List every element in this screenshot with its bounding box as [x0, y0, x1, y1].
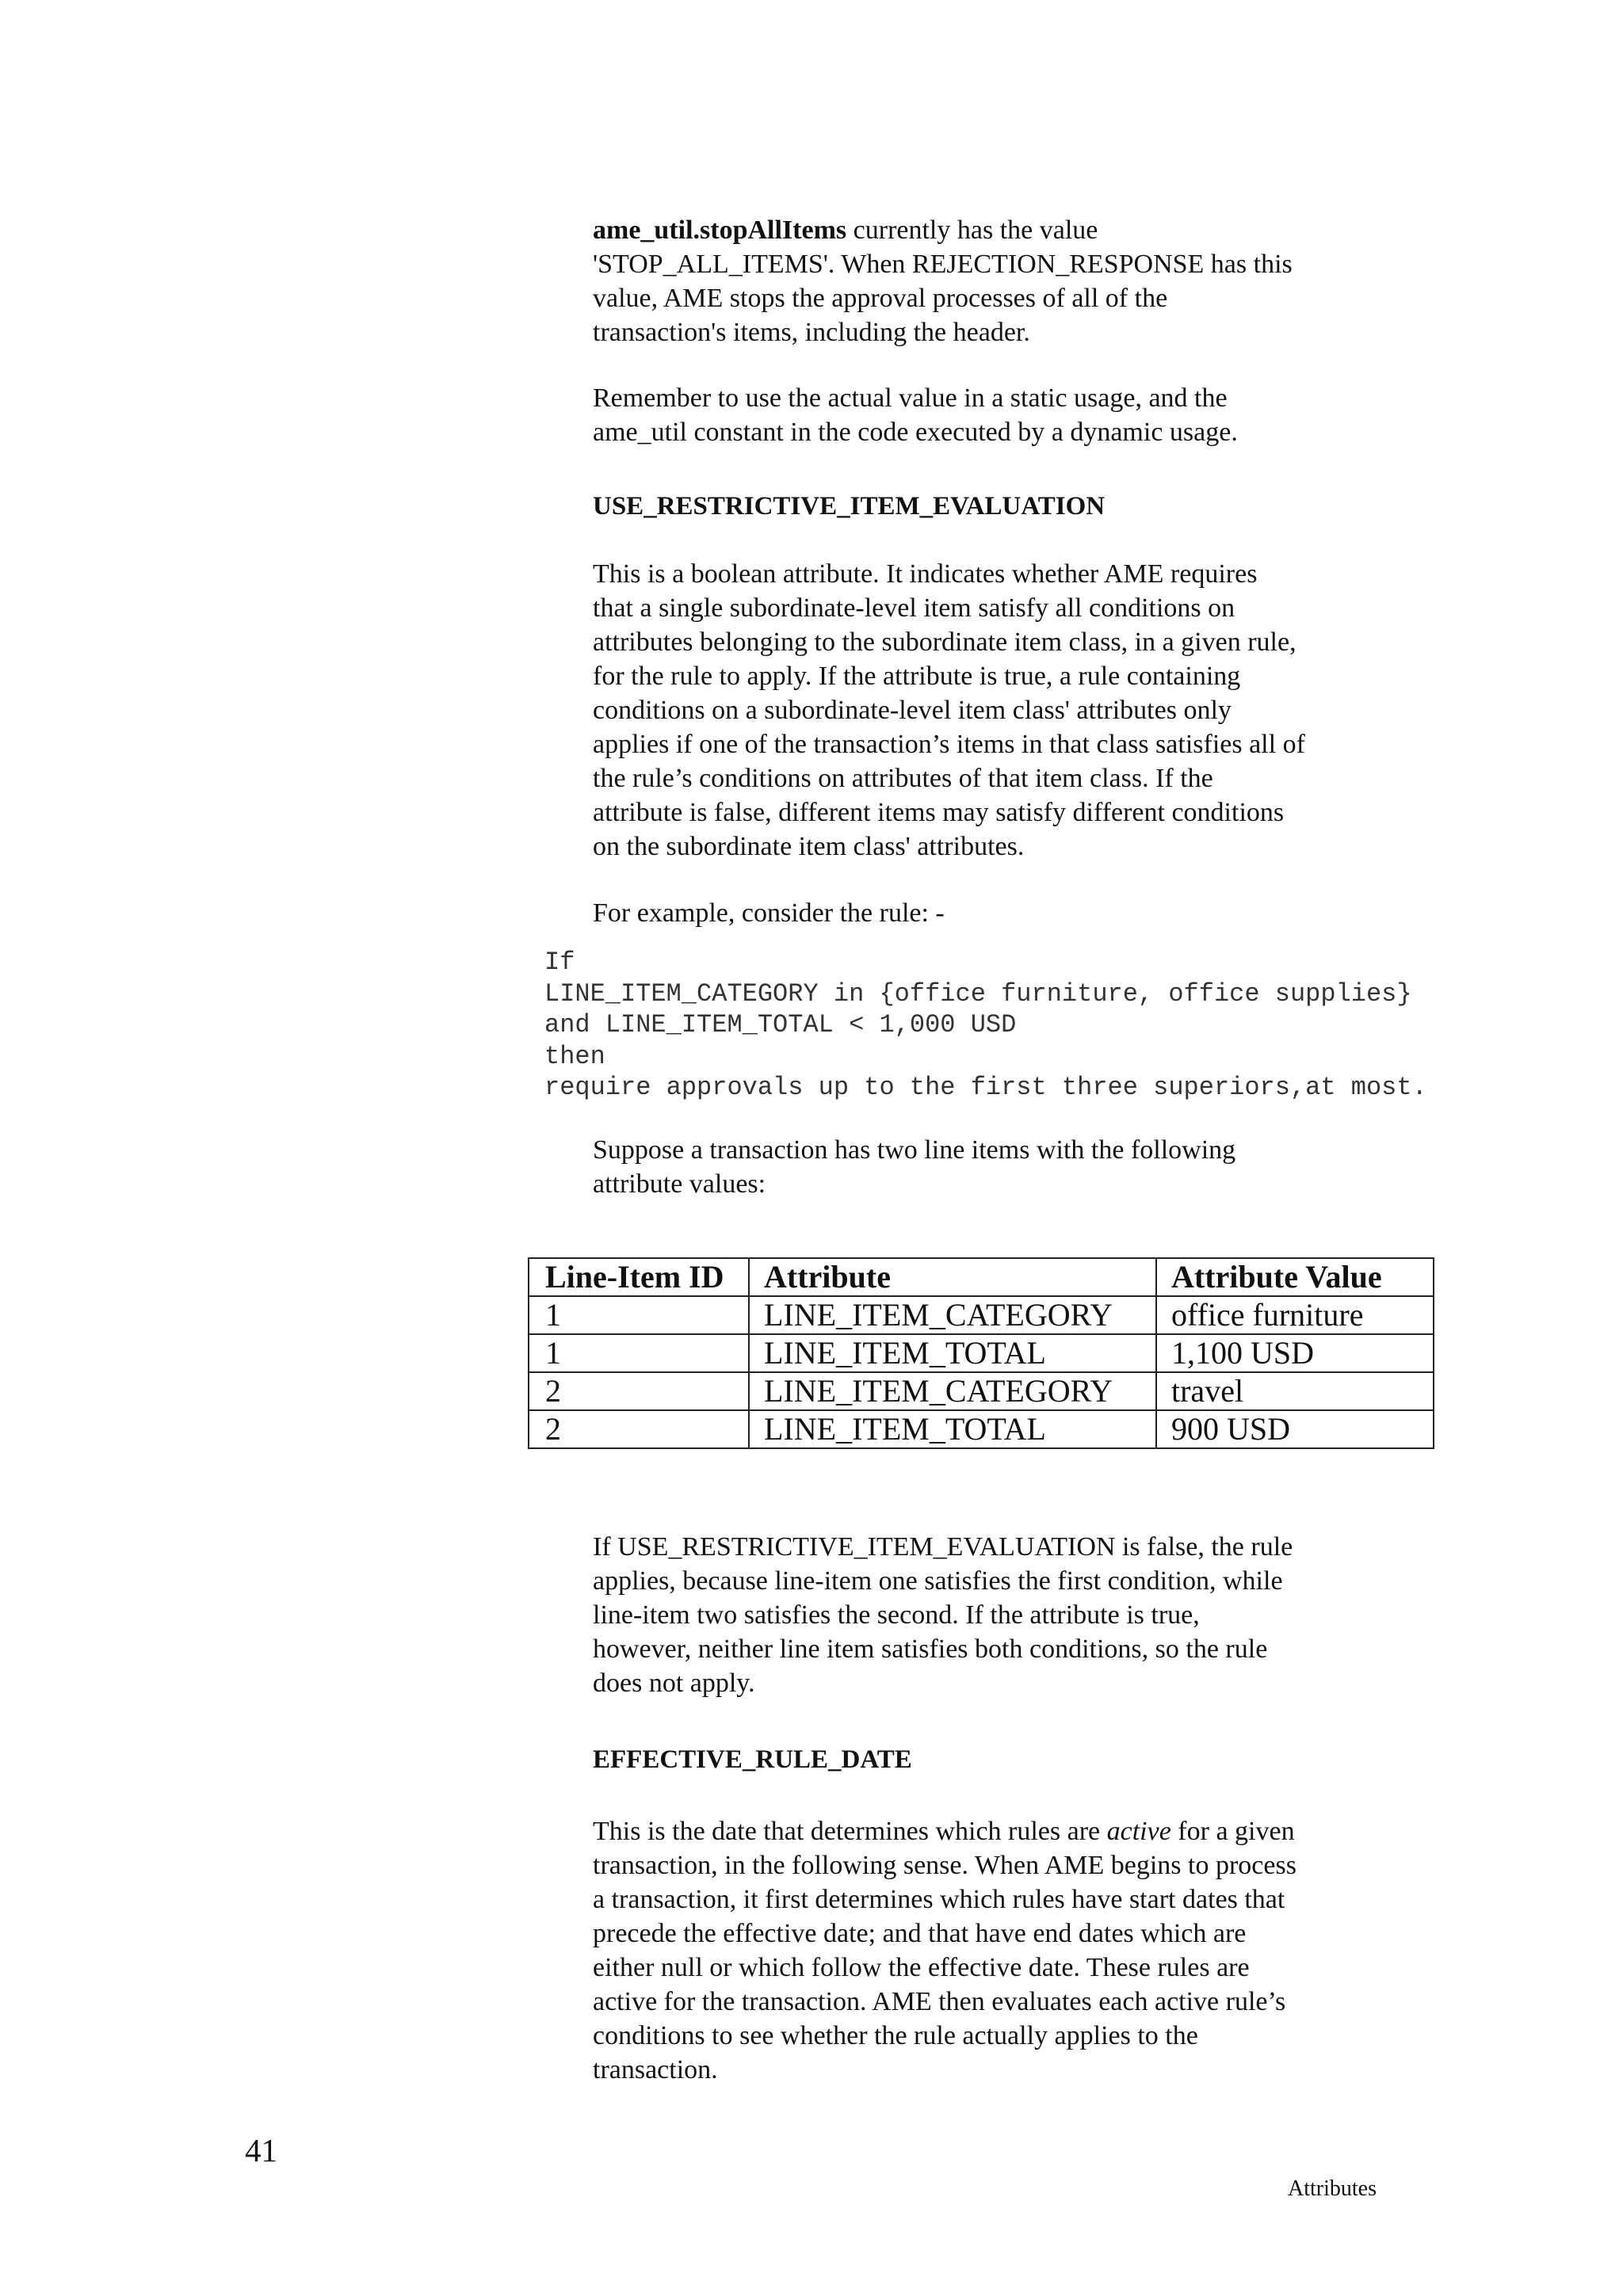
table-cell: 2	[529, 1372, 749, 1410]
table-cell: travel	[1156, 1372, 1434, 1410]
paragraph-example-intro: For example, consider the rule: -	[593, 898, 945, 928]
table-cell: LINE_ITEM_CATEGORY	[749, 1372, 1156, 1410]
paragraph-static-usage-note: Remember to use the actual value in a static usage, and the ame_util constant in the code executed by a dynamic usage.	[593, 383, 1238, 447]
term-stop-all-items: ame_util.stopAllItems	[593, 215, 847, 245]
table-row	[529, 1296, 1434, 1334]
paragraph-stop-all-items	[593, 213, 1401, 349]
code-example-rule: If LINE_ITEM_CATEGORY in {office furniture, office supplies} and LINE_ITEM_TOTAL < 1,000 USD then require approvals up to the first three superiors,at most.	[544, 948, 1427, 1102]
emphasis-active: active	[1106, 1817, 1171, 1846]
paragraph-restrictive-evaluation-result: If USE_RESTRICTIVE_ITEM_EVALUATION is false, the rule applies, because line-item one satisfies the first condition, while line-item two satisfies the second. If the attribute is true, however, neither line item satisfies both conditions, so the rule does not apply.	[593, 1532, 1293, 1698]
table-row	[529, 1372, 1434, 1410]
table-cell: 900 USD	[1156, 1410, 1434, 1448]
table-cell: LINE_ITEM_TOTAL	[749, 1410, 1156, 1448]
table-cell: LINE_ITEM_CATEGORY	[749, 1296, 1156, 1334]
table-cell: 1	[529, 1296, 749, 1334]
table-cell: 1,100 USD	[1156, 1334, 1434, 1372]
heading-effective-rule-date: EFFECTIVE_RULE_DATE	[593, 1745, 912, 1774]
footer-section-title: Attributes	[1288, 2176, 1377, 2201]
heading-use-restrictive-item-evaluation: USE_RESTRICTIVE_ITEM_EVALUATION	[593, 492, 1106, 521]
table-cell: LINE_ITEM_TOTAL	[749, 1334, 1156, 1372]
table-cell: 1	[529, 1334, 749, 1372]
column-header: Line-Item ID	[529, 1258, 749, 1296]
page-number: 41	[245, 2132, 277, 2168]
table-row	[529, 1410, 1434, 1448]
paragraph-stop-all-items-text: currently has the value 'STOP_ALL_ITEMS'. When REJECTION_RESPONSE has this value, AME stops the approval processes of all of the transaction's items, including the header.	[593, 215, 1293, 347]
column-header: Attribute Value	[1156, 1258, 1434, 1296]
paragraph-line-items-intro: Suppose a transaction has two line items with the following attribute values:	[593, 1135, 1236, 1199]
paragraph-boolean-attribute: This is a boolean attribute. It indicates whether AME requires that a single subordinate-level item satisfy all conditions on attributes belonging to the subordinate item class, in a given rule, for the rule to apply. If the attribute is true, a rule containing conditions on a subordinate-level item class' attributes only applies if one of the transaction’s items in that class satisfies all of the rule’s conditions on attributes of that item class. If the attribute is false, different items may satisfy different conditions on the subordinate item class' attributes.	[593, 559, 1305, 861]
paragraph-effective-rule-date	[593, 1814, 1401, 2087]
table-cell: office furniture	[1156, 1296, 1434, 1334]
column-header: Attribute	[749, 1258, 1156, 1296]
line-item-attributes-table	[528, 1257, 1434, 1449]
table-header-row	[529, 1258, 1434, 1296]
paragraph-effective-rule-date-start: This is the date that determines which rules are	[593, 1817, 1107, 1846]
paragraph-effective-rule-date-rest: for a given transaction, in the following sense. When AME begins to process a transaction, it first determines which rules have start dates that precede the effective date; and that have end dates which are either null or which follow the effective date. These rules are active for the transaction. AME then evaluates each active rule’s conditions to see whether the rule actually applies to the transaction.	[593, 1817, 1296, 2084]
table-cell: 2	[529, 1410, 749, 1448]
table-row	[529, 1334, 1434, 1372]
